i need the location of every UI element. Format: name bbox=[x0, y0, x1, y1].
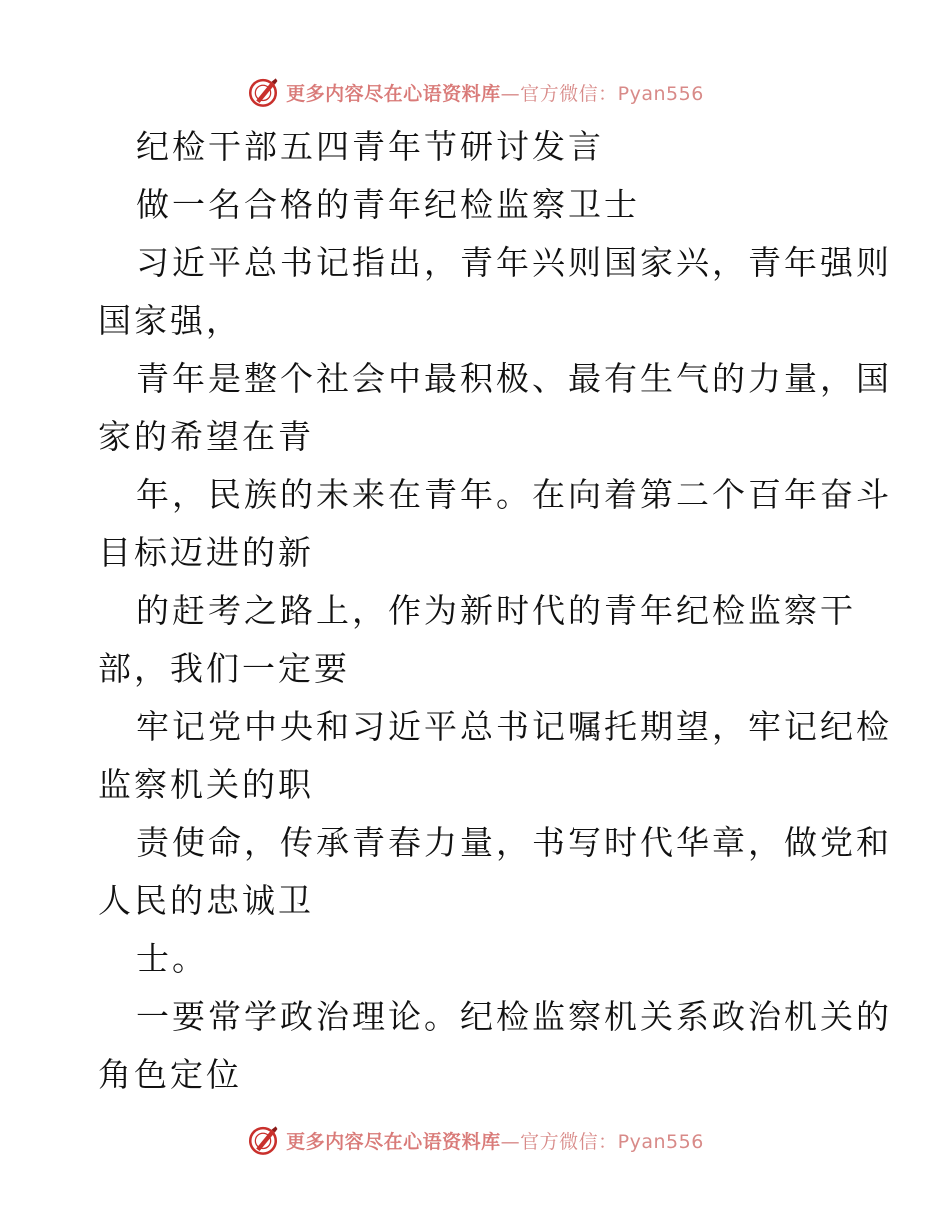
text-line: 士。 bbox=[136, 939, 208, 978]
text-line: 国家强， bbox=[98, 301, 242, 340]
banner-text bbox=[286, 1127, 704, 1154]
text-line: 习近平总书记指出，青年兴则国家兴，青年强则 bbox=[136, 243, 892, 282]
text-line: 监察机关的职 bbox=[98, 765, 314, 804]
banner-text-sub: —官方微信：Pyan556 bbox=[500, 82, 704, 105]
banner-text-main: 更多内容尽在心语资料库 bbox=[286, 1130, 501, 1153]
footer-banner bbox=[0, 1120, 950, 1160]
document-body bbox=[98, 118, 892, 1104]
pen-circle-logo-icon bbox=[246, 75, 280, 109]
banner-text-main: 更多内容尽在心语资料库 bbox=[286, 82, 501, 105]
banner-text-sub: —官方微信：Pyan556 bbox=[500, 1130, 704, 1153]
pen-circle-logo-icon bbox=[246, 1123, 280, 1157]
text-line: 的赶考之路上，作为新时代的青年纪检监察干 bbox=[136, 591, 856, 630]
text-line: 角色定位 bbox=[98, 1055, 242, 1094]
text-line: 一要常学政治理论。纪检监察机关系政治机关的 bbox=[136, 997, 892, 1036]
text-line: 家的希望在青 bbox=[98, 417, 314, 456]
text-line: 年，民族的未来在青年。在向着第二个百年奋斗 bbox=[136, 475, 892, 514]
text-line: 做一名合格的青年纪检监察卫士 bbox=[136, 185, 640, 224]
text-line: 牢记党中央和习近平总书记嘱托期望，牢记纪检 bbox=[136, 707, 892, 746]
text-line: 纪检干部五四青年节研讨发言 bbox=[136, 127, 604, 166]
text-line: 人民的忠诚卫 bbox=[98, 881, 314, 920]
text-line: 青年是整个社会中最积极、最有生气的力量，国 bbox=[136, 359, 892, 398]
text-line: 部，我们一定要 bbox=[98, 649, 350, 688]
text-line: 目标迈进的新 bbox=[98, 533, 314, 572]
text-line: 责使命，传承青春力量，书写时代华章，做党和 bbox=[136, 823, 892, 862]
header-banner bbox=[0, 72, 950, 112]
banner-text bbox=[286, 79, 704, 106]
